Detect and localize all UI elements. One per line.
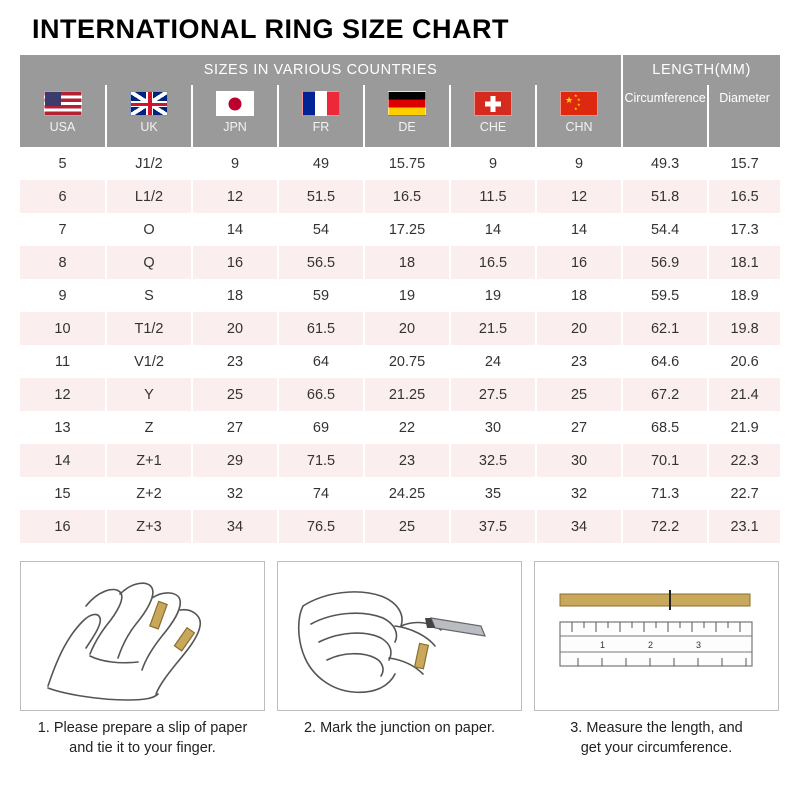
table-cell: 22	[364, 411, 450, 444]
table-cell: 67.2	[622, 378, 708, 411]
column-header-usa	[20, 85, 106, 147]
table-cell: 64.6	[622, 345, 708, 378]
table-cell: 49.3	[622, 147, 708, 180]
table-cell: 15.7	[708, 147, 780, 180]
flag-china-icon: ★ ★ ★ ★ ★	[560, 91, 598, 116]
table-cell: 74	[278, 477, 364, 510]
table-cell: 6	[20, 180, 106, 213]
table-cell: 23	[536, 345, 622, 378]
column-header-diameter: Diameter	[708, 85, 780, 147]
table-cell: 56.5	[278, 246, 364, 279]
table-cell: 17.3	[708, 213, 780, 246]
flag-japan-icon	[216, 91, 254, 116]
table-cell: 59	[278, 279, 364, 312]
table-cell: 30	[450, 411, 536, 444]
table-cell: 37.5	[450, 510, 536, 543]
column-header-circumference: Circumference	[622, 85, 708, 147]
table-cell: 71.3	[622, 477, 708, 510]
table-cell: 11	[20, 345, 106, 378]
table-cell: 14	[20, 444, 106, 477]
table-group-header-row	[20, 55, 780, 85]
table-country-header-row	[20, 85, 780, 147]
table-cell: 19	[450, 279, 536, 312]
column-header-de	[364, 85, 450, 147]
table-cell: Z+2	[106, 477, 192, 510]
table-row	[20, 279, 780, 312]
instruction-caption-2	[277, 711, 522, 739]
table-row	[20, 411, 780, 444]
svg-text:2: 2	[647, 640, 653, 650]
flag-usa-icon	[44, 91, 82, 116]
table-row	[20, 444, 780, 477]
table-cell: Y	[106, 378, 192, 411]
table-cell: 14	[450, 213, 536, 246]
column-label-chn: CHN	[565, 120, 593, 134]
table-cell: 19	[364, 279, 450, 312]
table-row	[20, 180, 780, 213]
table-cell: 11.5	[450, 180, 536, 213]
column-label-usa: USA	[49, 120, 76, 134]
table-cell: T1/2	[106, 312, 192, 345]
table-cell: 14	[536, 213, 622, 246]
table-cell: 70.1	[622, 444, 708, 477]
table-cell: 23	[364, 444, 450, 477]
table-cell: 56.9	[622, 246, 708, 279]
table-cell: 7	[20, 213, 106, 246]
table-cell: 69	[278, 411, 364, 444]
table-cell: 18.9	[708, 279, 780, 312]
table-cell: 24	[450, 345, 536, 378]
table-cell: 32	[536, 477, 622, 510]
table-cell: 19.8	[708, 312, 780, 345]
table-cell: 20.6	[708, 345, 780, 378]
table-cell: L1/2	[106, 180, 192, 213]
column-label-uk: UK	[140, 120, 158, 134]
table-cell: 76.5	[278, 510, 364, 543]
instruction-step-1	[20, 561, 265, 758]
instruction-step-2	[277, 561, 522, 758]
table-cell: 66.5	[278, 378, 364, 411]
table-cell: 30	[536, 444, 622, 477]
table-cell: 21.9	[708, 411, 780, 444]
table-cell: 54.4	[622, 213, 708, 246]
table-cell: 12	[536, 180, 622, 213]
flag-uk-icon	[130, 91, 168, 116]
table-cell: 13	[20, 411, 106, 444]
table-cell: 20.75	[364, 345, 450, 378]
group-header-countries: SIZES IN VARIOUS COUNTRIES	[20, 55, 622, 85]
hand-marking-pen-icon	[285, 566, 515, 706]
table-cell: 29	[192, 444, 278, 477]
table-cell: V1/2	[106, 345, 192, 378]
table-cell: 32.5	[450, 444, 536, 477]
table-cell: 20	[364, 312, 450, 345]
table-cell: 8	[20, 246, 106, 279]
table-cell: 23.1	[708, 510, 780, 543]
table-cell: 18	[364, 246, 450, 279]
table-body	[20, 147, 780, 543]
table-cell: 27	[536, 411, 622, 444]
instruction-caption-2-line1: 2. Mark the junction on paper.	[303, 720, 496, 736]
instruction-image-1	[20, 561, 265, 711]
table-cell: 20	[536, 312, 622, 345]
table-cell: 51.5	[278, 180, 364, 213]
column-label-fr: FR	[312, 120, 330, 134]
table-cell: 71.5	[278, 444, 364, 477]
table-cell: 21.25	[364, 378, 450, 411]
table-cell: Z+1	[106, 444, 192, 477]
column-label-jpn: JPN	[223, 120, 247, 134]
table-cell: 25	[536, 378, 622, 411]
table-cell: 16.5	[450, 246, 536, 279]
instruction-caption-1	[20, 711, 265, 758]
table-cell: Z+3	[106, 510, 192, 543]
table-cell: 17.25	[364, 213, 450, 246]
table-cell: 68.5	[622, 411, 708, 444]
table-cell: 18.1	[708, 246, 780, 279]
table-cell: 9	[450, 147, 536, 180]
table-cell: 27	[192, 411, 278, 444]
table-cell: 18	[192, 279, 278, 312]
table-cell: 34	[192, 510, 278, 543]
table-cell: 59.5	[622, 279, 708, 312]
table-cell: 23	[192, 345, 278, 378]
instruction-caption-3	[534, 711, 779, 758]
table-cell: 51.8	[622, 180, 708, 213]
table-row	[20, 345, 780, 378]
table-cell: 16	[192, 246, 278, 279]
table-cell: 9	[20, 279, 106, 312]
instructions-section	[20, 561, 780, 758]
column-header-chn	[536, 85, 622, 147]
table-cell: 54	[278, 213, 364, 246]
table-row	[20, 213, 780, 246]
instruction-caption-1-line2: and tie it to your finger.	[69, 739, 216, 756]
table-cell: 15	[20, 477, 106, 510]
instruction-caption-1-line1: 1. Please prepare a slip of paper	[37, 720, 248, 736]
table-cell: 61.5	[278, 312, 364, 345]
column-header-uk	[106, 85, 192, 147]
table-row	[20, 147, 780, 180]
table-cell: 5	[20, 147, 106, 180]
table-cell: 21.4	[708, 378, 780, 411]
table-cell: 72.2	[622, 510, 708, 543]
instruction-image-2	[277, 561, 522, 711]
table-cell: Q	[106, 246, 192, 279]
table-cell: Z	[106, 411, 192, 444]
table-cell: 12	[20, 378, 106, 411]
table-row	[20, 477, 780, 510]
table-cell: 14	[192, 213, 278, 246]
table-cell: 25	[364, 510, 450, 543]
group-header-length: LENGTH(MM)	[622, 55, 780, 85]
instruction-caption-3-line2: get your circumference.	[580, 739, 733, 756]
flag-germany-icon	[388, 91, 426, 116]
table-cell: 64	[278, 345, 364, 378]
flag-france-icon	[302, 91, 340, 116]
table-cell: 22.3	[708, 444, 780, 477]
table-cell: 25	[192, 378, 278, 411]
table-cell: 16	[20, 510, 106, 543]
page-title: INTERNATIONAL RING SIZE CHART	[32, 14, 509, 44]
instruction-image-3	[534, 561, 779, 711]
svg-text:3: 3	[695, 640, 701, 650]
table-cell: S	[106, 279, 192, 312]
hand-with-paper-strip-icon	[28, 566, 258, 706]
column-label-de: DE	[398, 120, 416, 134]
ring-size-table	[20, 55, 780, 543]
table-cell: 49	[278, 147, 364, 180]
column-label-che: CHE	[479, 120, 507, 134]
table-cell: 20	[192, 312, 278, 345]
flag-switzerland-icon	[474, 91, 512, 116]
table-cell: 10	[20, 312, 106, 345]
table-cell: 32	[192, 477, 278, 510]
table-cell: 12	[192, 180, 278, 213]
table-cell: 27.5	[450, 378, 536, 411]
column-header-jpn	[192, 85, 278, 147]
table-cell: J1/2	[106, 147, 192, 180]
table-cell: 15.75	[364, 147, 450, 180]
table-cell: 9	[192, 147, 278, 180]
table-cell: 9	[536, 147, 622, 180]
table-cell: 24.25	[364, 477, 450, 510]
table-cell: 16.5	[708, 180, 780, 213]
table-row	[20, 378, 780, 411]
table-row	[20, 312, 780, 345]
svg-text:1: 1	[599, 640, 605, 650]
table-cell: 35	[450, 477, 536, 510]
table-row	[20, 510, 780, 543]
table-cell: 62.1	[622, 312, 708, 345]
column-header-fr	[278, 85, 364, 147]
table-cell: 21.5	[450, 312, 536, 345]
table-cell: 18	[536, 279, 622, 312]
table-cell: O	[106, 213, 192, 246]
table-cell: 22.7	[708, 477, 780, 510]
table-cell: 16	[536, 246, 622, 279]
table-cell: 16.5	[364, 180, 450, 213]
ruler-measuring-icon	[542, 566, 772, 706]
table-cell: 34	[536, 510, 622, 543]
instruction-step-3	[534, 561, 779, 758]
instruction-caption-3-line1: 3. Measure the length, and	[570, 720, 743, 736]
table-row	[20, 246, 780, 279]
column-header-che	[450, 85, 536, 147]
